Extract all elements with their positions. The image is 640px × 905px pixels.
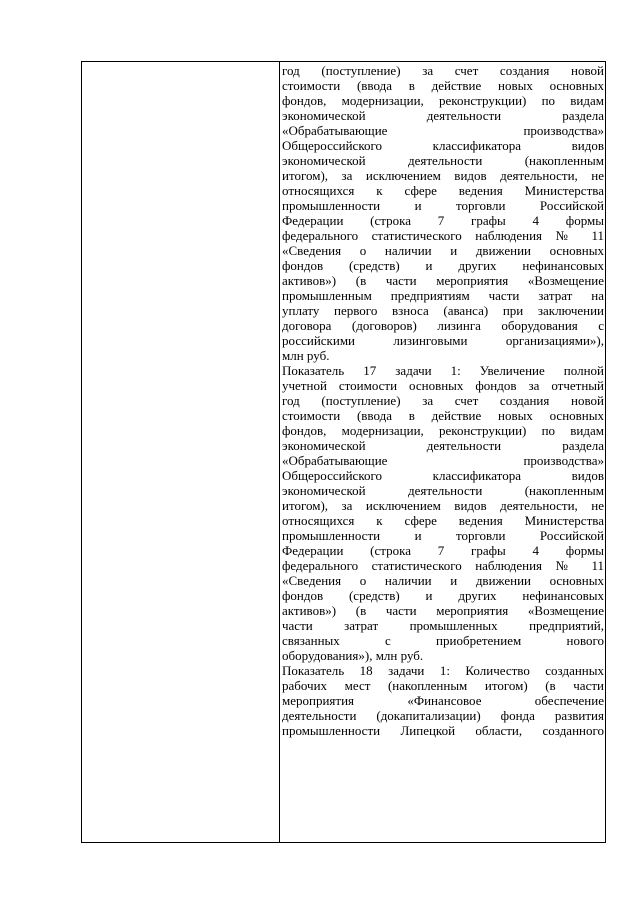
text-line: промышленности и торговли Российской <box>282 528 604 543</box>
text-line: итогом), за исключением видов деятельности, не <box>282 168 604 183</box>
text-line: фондов, модернизации, реконструкции) по видам <box>282 93 604 108</box>
text-line: стоимости (ввода в действие новых основных <box>282 408 604 423</box>
text-line: Общероссийского классификатора видов <box>282 468 604 483</box>
indicator-text <box>280 62 605 738</box>
text-line: оборудования»), млн руб. <box>282 648 424 663</box>
text-line: экономической деятельности раздела <box>282 108 604 123</box>
text-line: промышленности и торговли Российской <box>282 198 604 213</box>
text-line: активов») (в части мероприятия «Возмещение <box>282 273 604 288</box>
text-line: экономической деятельности раздела <box>282 438 604 453</box>
text-line: итогом), за исключением видов деятельности, не <box>282 498 604 513</box>
text-line: Показатель 17 задачи 1: Увеличение полной <box>282 363 604 378</box>
text-line: относящихся к сфере ведения Министерства <box>282 513 604 528</box>
text-line: рабочих мест (накопленным итогом) (в части <box>282 678 604 693</box>
text-line: федерального статистического наблюдения № 11 <box>282 228 604 243</box>
text-line: экономической деятельности (накопленным <box>282 153 604 168</box>
table-cell-right <box>280 62 606 843</box>
text-line: российскими лизинговыми организациями»), <box>282 333 604 348</box>
text-line: «Сведения о наличии и движении основных <box>282 573 604 588</box>
text-line: связанных с приобретением нового <box>282 633 604 648</box>
paragraph <box>282 363 604 663</box>
text-line: фондов (средств) и других нефинансовых <box>282 258 604 273</box>
text-line: промышленным предприятиям части затрат на <box>282 288 604 303</box>
text-line: «Сведения о наличии и движении основных <box>282 243 604 258</box>
text-line: экономической деятельности (накопленным <box>282 483 604 498</box>
text-line: уплату первого взноса (аванса) при заключении <box>282 303 604 318</box>
paragraph <box>282 63 604 363</box>
text-line: год (поступление) за счет создания новой <box>282 63 604 78</box>
table-row <box>82 62 606 843</box>
text-line: фондов, модернизации, реконструкции) по видам <box>282 423 604 438</box>
text-line: промышленности Липецкой области, созданного <box>282 723 604 738</box>
text-line: год (поступление) за счет создания новой <box>282 393 604 408</box>
text-line: относящихся к сфере ведения Министерства <box>282 183 604 198</box>
table-cell-left <box>82 62 280 843</box>
text-line: части затрат промышленных предприятий, <box>282 618 604 633</box>
text-line: Показатель 18 задачи 1: Количество созданных <box>282 663 604 678</box>
text-line: стоимости (ввода в действие новых основных <box>282 78 604 93</box>
text-line: «Обрабатывающие производства» <box>282 453 604 468</box>
text-line: федерального статистического наблюдения № 11 <box>282 558 604 573</box>
paragraph <box>282 663 604 738</box>
text-line: фондов (средств) и других нефинансовых <box>282 588 604 603</box>
text-line: договора (договоров) лизинга оборудования с <box>282 318 604 333</box>
text-line: деятельности (докапитализации) фонда развития <box>282 708 604 723</box>
text-line: учетной стоимости основных фондов за отчетный <box>282 378 604 393</box>
text-line: Федерации (строка 7 графы 4 формы <box>282 213 604 228</box>
text-line: «Обрабатывающие производства» <box>282 123 604 138</box>
text-line: млн руб. <box>282 348 330 363</box>
text-line: Общероссийского классификатора видов <box>282 138 604 153</box>
text-line: Федерации (строка 7 графы 4 формы <box>282 543 604 558</box>
text-line: активов») (в части мероприятия «Возмещение <box>282 603 604 618</box>
text-line: мероприятия «Финансовое обеспечение <box>282 693 604 708</box>
document-table <box>81 61 606 843</box>
